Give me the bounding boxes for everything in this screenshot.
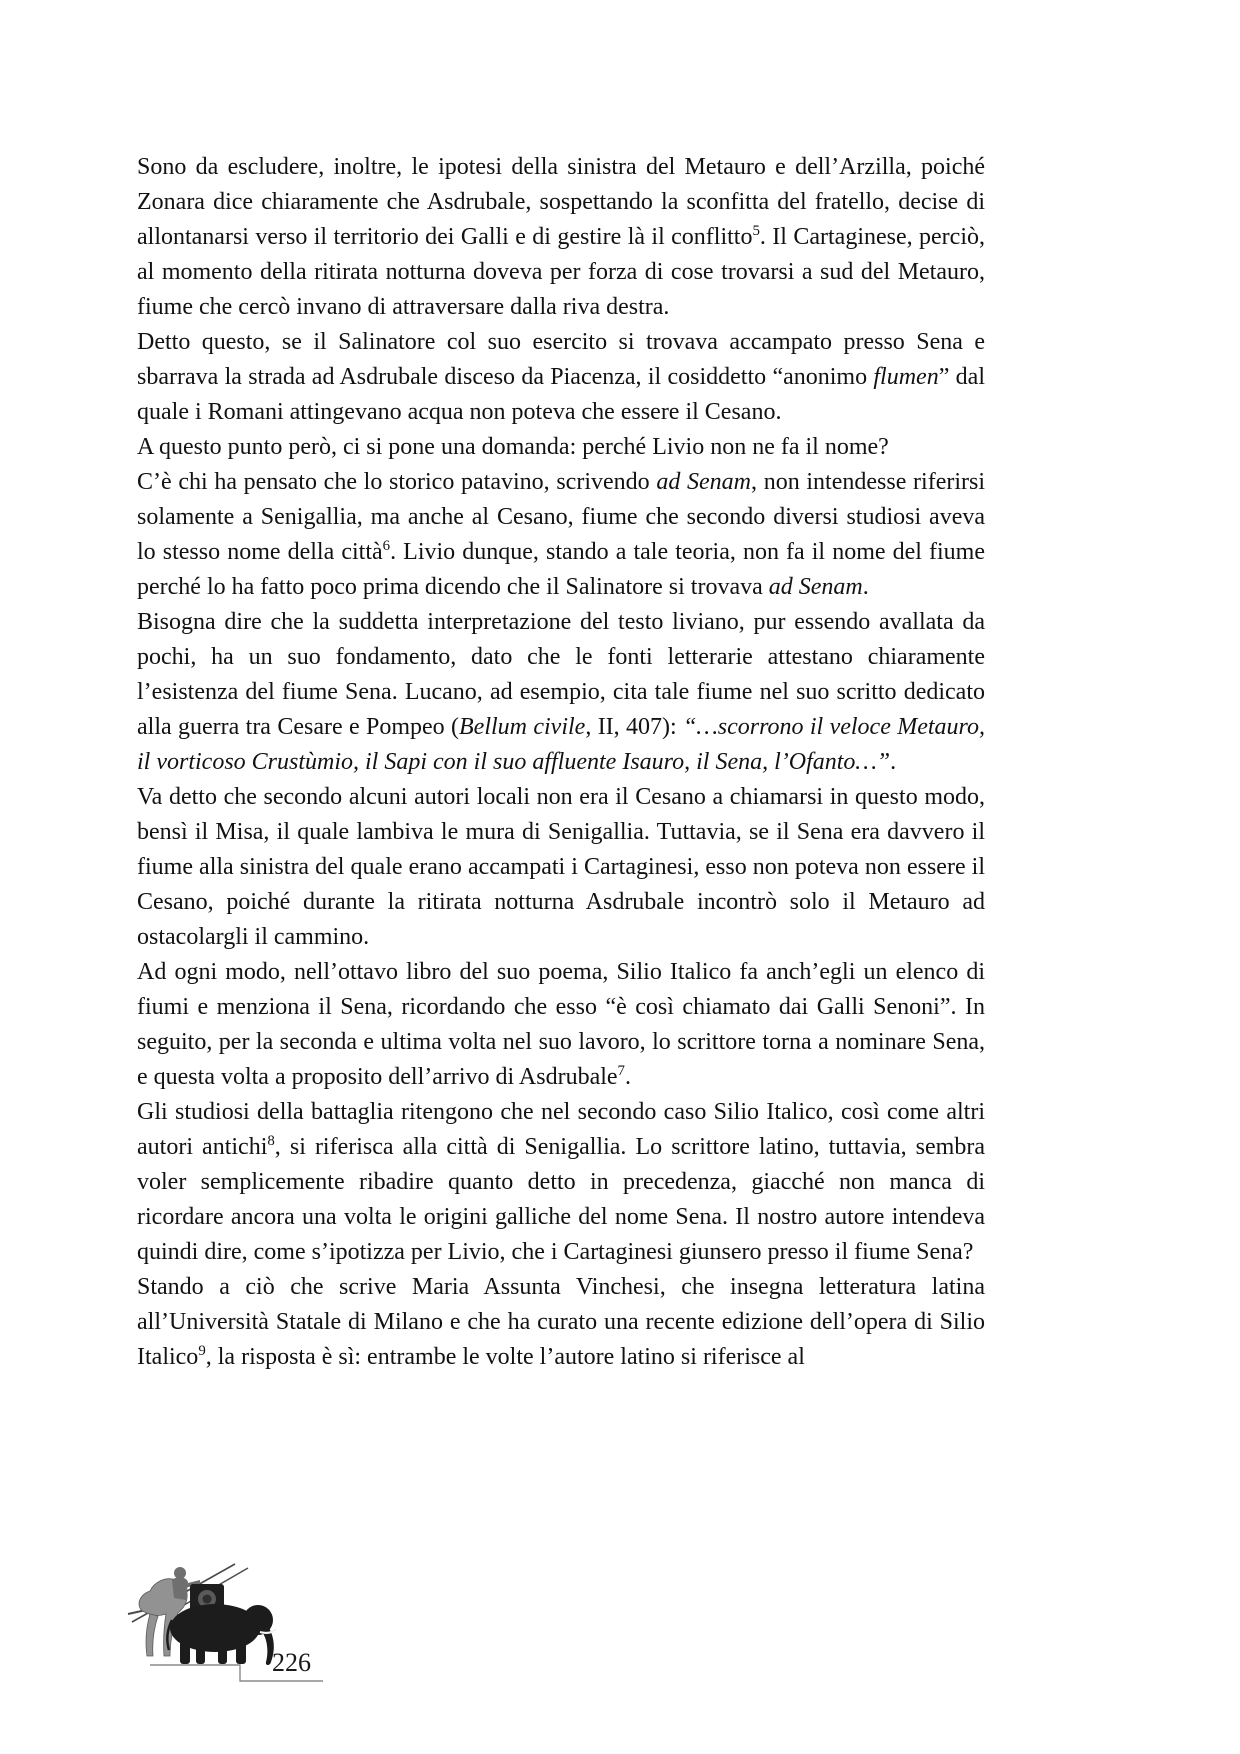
body-text-run: Detto questo, se il Salinatore col suo esercito si trovava accampato presso Sena e sbarrava la strada ad Asdrubale disceso da Piacenza, il cosiddetto “anonimo	[137, 329, 985, 390]
body-text-run: Va detto che secondo alcuni autori locali non era il Cesano a chiamarsi in questo modo, bensì il Misa, il quale lambiva le mura di Senigallia. Tuttavia, se il Sena era davvero il fiume alla sinistra del quale erano accampati i Cartaginesi, esso non poteva non essere il Cesano, poiché durante la ritirata notturna Asdrubale incontrò solo il Metauro ad ostacolargli il cammino.	[137, 784, 985, 950]
footnote-ref: 5	[752, 223, 760, 239]
body-text-run: Stando a ciò che scrive Maria Assunta Vinchesi, che insegna letteratura latina all’Università Statale di Milano e che ha curato una recente edizione dell’opera di Silio Italico	[137, 1274, 985, 1370]
body-text-run: , non intendesse riferirsi solamente a Senigallia, ma anche al Cesano, fiume che secondo diversi studiosi aveva lo stesso nome della città	[137, 469, 986, 565]
italic-text: flumen	[873, 364, 939, 390]
italic-text: Bellum civile	[459, 714, 586, 740]
body-text-run: .	[862, 574, 869, 600]
paragraph	[137, 780, 985, 955]
body-text-run: C’è chi ha pensato che lo storico patavino, scrivendo	[137, 469, 657, 495]
footnote-ref: 9	[198, 1343, 206, 1359]
paragraph	[137, 325, 985, 430]
body-text-run: . Livio dunque, stando a tale teoria, non fa il nome del fiume perché lo ha fatto poco prima dicendo che il Salinatore si trovava	[137, 539, 985, 600]
paragraph	[137, 1095, 985, 1270]
body-text	[137, 150, 985, 1375]
body-text-run: , II, 407):	[585, 714, 684, 740]
italic-text: “…scorrono il veloce Metauro, il vorticoso Crustùmio, il Sapi con il suo affluente Isauro, il Sena, l’Ofanto…”	[137, 714, 985, 775]
footnote-ref: 6	[382, 538, 391, 554]
body-text-run: ” dal quale i Romani attingevano acqua non poteva che essere il Cesano.	[137, 364, 985, 425]
elephant-silhouette	[167, 1604, 276, 1665]
body-text-run: Ad ogni modo, nell’ottavo libro del suo poema, Silio Italico fa anch’egli un elenco di fiumi e menziona il Sena, ricordando che esso “è così chiamato dai Galli Senoni”. In seguito, per la seconda e ultima volta nel suo lavoro, lo scrittore torna a nominare Sena, e questa volta a proposito dell’arrivo di Asdrubale	[137, 959, 985, 1090]
paragraph	[137, 430, 985, 465]
body-text-run: .	[890, 749, 897, 775]
body-text-run: Bisogna dire che la suddetta interpretazione del testo liviano, pur essendo avallata da pochi, ha un suo fondamento, dato che le fonti letterarie attestano chiaramente l’esistenza del fiume Sena. Lucano, ad esempio, cita tale fiume nel suo scritto dedicato alla guerra tra Cesare e Pompeo (	[137, 609, 985, 740]
body-text-run: , la risposta è sì: entrambe le volte l’autore latino si riferisce al	[205, 1344, 805, 1370]
italic-text: ad Senam	[656, 469, 752, 495]
body-text-run: A questo punto però, ci si pone una domanda: perché Livio non ne fa il nome?	[137, 434, 889, 460]
body-text-run: Gli studiosi della battaglia ritengono che nel secondo caso Silio Italico, così come altri autori antichi	[137, 1099, 985, 1160]
paragraph	[137, 150, 985, 325]
body-text-run: Sono da escludere, inoltre, le ipotesi della sinistra del Metauro e dell’Arzilla, poiché Zonara dice chiaramente che Asdrubale, sospettando la sconfitta del fratello, decise di allontanarsi verso il territorio dei Galli e di gestire là il conflitto	[137, 154, 985, 250]
paragraph	[137, 1270, 985, 1375]
paragraph	[137, 465, 985, 605]
paragraph	[137, 605, 985, 780]
paragraph	[137, 955, 985, 1095]
body-text-run: , si riferisca alla città di Senigallia. Lo scrittore latino, tuttavia, sembra voler semplicemente ribadire quanto detto in precedenza, giacché non manca di ricordare ancora una volta le origini galliche del nome Sena. Il nostro autore intendeva quindi dire, come s’ipotizza per Livio, che i Cartaginesi giunsero presso il fiume Sena?	[137, 1134, 985, 1265]
body-text-run: . Il Cartaginese, perciò, al momento della ritirata notturna doveva per forza di cose trovarsi a sud del Metauro, fiume che cercò invano di attraversare dalla riva destra.	[137, 224, 985, 320]
italic-text: ad Senam	[768, 574, 863, 600]
body-text-run: .	[624, 1064, 631, 1090]
footnote-ref: 7	[617, 1063, 625, 1079]
page-number: 226	[272, 1648, 311, 1677]
footnote-ref: 8	[267, 1133, 275, 1149]
